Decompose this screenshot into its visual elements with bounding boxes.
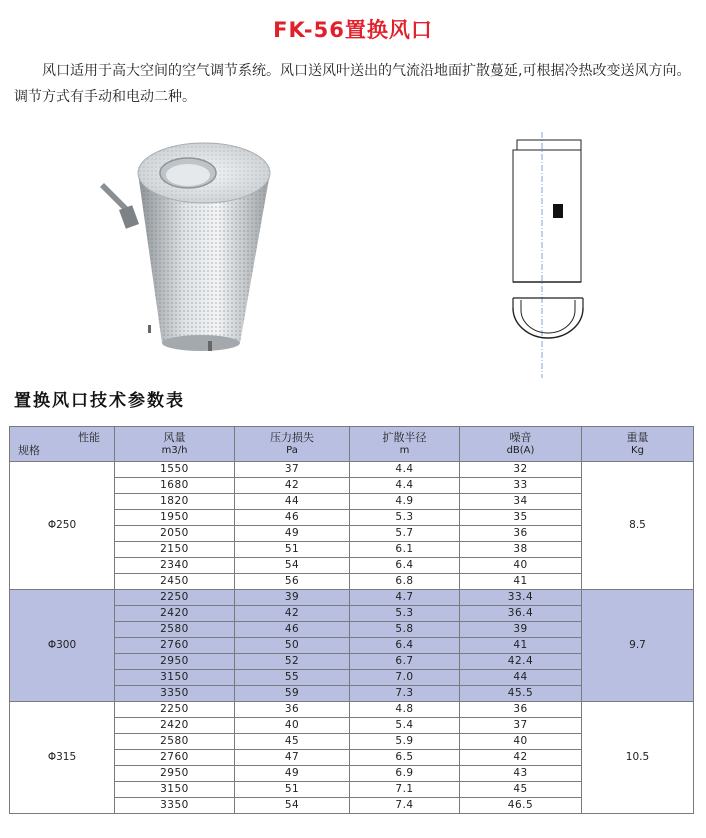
table-cell: 2760 — [115, 638, 235, 654]
table-cell: 6.4 — [350, 558, 460, 574]
table-cell: 6.1 — [350, 542, 460, 558]
table-cell: 36 — [460, 526, 582, 542]
table-cell: 38 — [460, 542, 582, 558]
table-cell: 59 — [235, 686, 350, 702]
table-cell: 7.3 — [350, 686, 460, 702]
table-cell: 41 — [460, 574, 582, 590]
table-title: 置换风口技术参数表 — [14, 391, 185, 411]
table-cell: 47 — [235, 750, 350, 766]
table-cell: 42 — [235, 606, 350, 622]
table-cell: 40 — [235, 718, 350, 734]
table-cell: 40 — [460, 734, 582, 750]
spec-cell: Φ315 — [10, 702, 115, 814]
table-cell: 54 — [235, 558, 350, 574]
table-cell: 36.4 — [460, 606, 582, 622]
table-cell: 51 — [235, 782, 350, 798]
table-cell: 2250 — [115, 590, 235, 606]
table-cell: 1820 — [115, 494, 235, 510]
table-cell: 2450 — [115, 574, 235, 590]
table-cell: 6.4 — [350, 638, 460, 654]
table-cell: 32 — [460, 462, 582, 478]
table-cell: 34 — [460, 494, 582, 510]
header-weight: 重量 Kg — [582, 427, 694, 462]
table-cell: 37 — [460, 718, 582, 734]
spec-table — [9, 426, 694, 814]
table-cell: 5.3 — [350, 606, 460, 622]
table-cell: 5.9 — [350, 734, 460, 750]
table-cell: 51 — [235, 542, 350, 558]
spec-cell: Φ300 — [10, 590, 115, 702]
header-noise: 噪音 dB(A) — [460, 427, 582, 462]
table-cell: 7.0 — [350, 670, 460, 686]
table-cell: 44 — [235, 494, 350, 510]
table-cell: 43 — [460, 766, 582, 782]
table-cell: 2950 — [115, 654, 235, 670]
table-row — [10, 462, 694, 478]
product-photo — [90, 125, 290, 360]
header-pressure-loss: 压力损失 Pa — [235, 427, 350, 462]
corner-header-bottom: 规格 — [18, 444, 40, 457]
table-cell: 4.4 — [350, 462, 460, 478]
table-cell: 45 — [460, 782, 582, 798]
table-cell: 2760 — [115, 750, 235, 766]
table-cell: 7.1 — [350, 782, 460, 798]
table-cell: 44 — [460, 670, 582, 686]
table-cell: 36 — [460, 702, 582, 718]
table-cell: 3150 — [115, 670, 235, 686]
table-cell: 6.7 — [350, 654, 460, 670]
intro-paragraph: 风口适用于高大空间的空气调节系统。风口送风叶送出的气流沿地面扩散蔓延,可根据冷热改变送风方向。调节方式有手动和电动二种。 — [14, 63, 691, 105]
table-cell: 1550 — [115, 462, 235, 478]
table-cell: 40 — [460, 558, 582, 574]
table-cell: 3350 — [115, 798, 235, 814]
table-cell: 5.7 — [350, 526, 460, 542]
table-cell: 46 — [235, 622, 350, 638]
table-cell: 46.5 — [460, 798, 582, 814]
table-cell: 36 — [235, 702, 350, 718]
table-cell: 2950 — [115, 766, 235, 782]
table-cell: 2150 — [115, 542, 235, 558]
table-cell: 2420 — [115, 718, 235, 734]
table-cell: 6.9 — [350, 766, 460, 782]
table-cell: 33 — [460, 478, 582, 494]
weight-cell: 8.5 — [582, 462, 694, 590]
table-cell: 49 — [235, 766, 350, 782]
corner-header-top: 性能 — [78, 431, 100, 444]
table-cell: 55 — [235, 670, 350, 686]
table-cell: 4.8 — [350, 702, 460, 718]
header-spread-radius: 扩散半径 m — [350, 427, 460, 462]
page-title: FK-56置换风口 — [273, 18, 433, 42]
table-cell: 52 — [235, 654, 350, 670]
table-cell: 46 — [235, 510, 350, 526]
table-cell: 2050 — [115, 526, 235, 542]
table-cell: 50 — [235, 638, 350, 654]
table-cell: 1680 — [115, 478, 235, 494]
table-cell: 3150 — [115, 782, 235, 798]
table-row — [10, 702, 694, 718]
table-cell: 2420 — [115, 606, 235, 622]
table-cell: 49 — [235, 526, 350, 542]
table-cell: 54 — [235, 798, 350, 814]
table-cell: 6.8 — [350, 574, 460, 590]
table-cell: 7.4 — [350, 798, 460, 814]
weight-cell: 10.5 — [582, 702, 694, 814]
table-cell: 42 — [460, 750, 582, 766]
table-cell: 33.4 — [460, 590, 582, 606]
table-cell: 2340 — [115, 558, 235, 574]
table-cell: 5.8 — [350, 622, 460, 638]
table-cell: 4.9 — [350, 494, 460, 510]
table-cell: 4.4 — [350, 478, 460, 494]
table-cell: 56 — [235, 574, 350, 590]
table-cell: 2580 — [115, 734, 235, 750]
table-cell: 5.3 — [350, 510, 460, 526]
table-cell: 39 — [235, 590, 350, 606]
table-cell: 42.4 — [460, 654, 582, 670]
weight-cell: 9.7 — [582, 590, 694, 702]
corner-header — [10, 427, 115, 462]
table-cell: 2580 — [115, 622, 235, 638]
table-cell: 41 — [460, 638, 582, 654]
table-body — [10, 462, 694, 814]
table-cell: 1950 — [115, 510, 235, 526]
table-cell: 2250 — [115, 702, 235, 718]
table-cell: 39 — [460, 622, 582, 638]
table-cell: 6.5 — [350, 750, 460, 766]
header-airflow: 风量 m3/h — [115, 427, 235, 462]
technical-drawing — [495, 130, 605, 380]
table-cell: 3350 — [115, 686, 235, 702]
table-cell: 5.4 — [350, 718, 460, 734]
table-cell: 42 — [235, 478, 350, 494]
table-cell: 4.7 — [350, 590, 460, 606]
table-header-row — [10, 427, 694, 462]
table-cell: 45.5 — [460, 686, 582, 702]
table-cell: 45 — [235, 734, 350, 750]
spec-cell: Φ250 — [10, 462, 115, 590]
table-cell: 37 — [235, 462, 350, 478]
table-cell: 35 — [460, 510, 582, 526]
table-row — [10, 590, 694, 606]
